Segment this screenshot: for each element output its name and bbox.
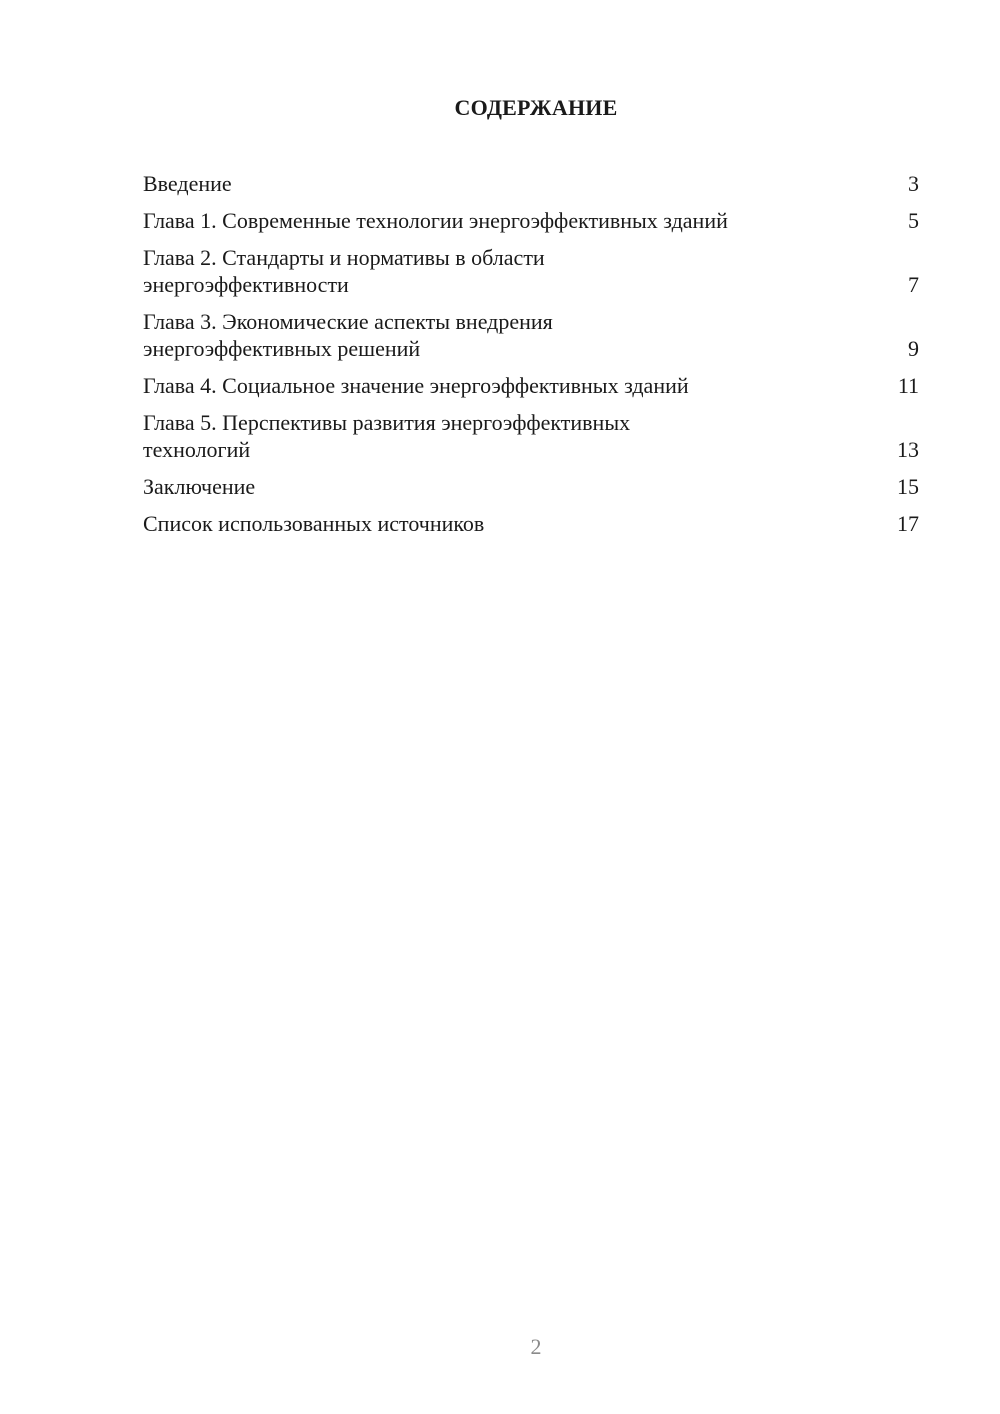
toc-entry-conclusion[interactable] (143, 473, 919, 500)
toc-entry-page: 11 (897, 373, 919, 398)
toc-entry-label: Список использованных источников (143, 511, 485, 536)
page-number: 2 (530, 1334, 542, 1359)
toc-entry-page: 9 (908, 336, 919, 361)
toc-entry-page: 13 (897, 437, 919, 462)
toc-entry-page: 5 (908, 208, 919, 233)
toc-title: СОДЕРЖАНИЕ (454, 95, 618, 120)
toc-entry-chapter-5[interactable] (143, 409, 919, 463)
toc-entry-introduction[interactable] (143, 170, 919, 197)
toc-entry-page: 15 (897, 474, 919, 499)
table-of-contents (143, 170, 919, 547)
toc-entry-page: 17 (897, 511, 919, 536)
toc-entry-label: Глава 4. Социальное значение энергоэффективных зданий (143, 373, 689, 398)
toc-entry-label: Глава 2. Стандарты и нормативы в области энергоэффективности (143, 245, 545, 297)
toc-entry-page: 7 (908, 272, 919, 297)
toc-entry-page: 3 (908, 171, 919, 196)
toc-entry-chapter-2[interactable] (143, 244, 919, 298)
toc-entry-chapter-3[interactable] (143, 308, 919, 362)
toc-entry-chapter-4[interactable] (143, 372, 919, 399)
toc-entry-label: Глава 3. Экономические аспекты внедрения энергоэффективных решений (143, 309, 553, 361)
toc-entry-chapter-1[interactable] (143, 207, 919, 234)
toc-entry-references[interactable] (143, 510, 919, 537)
toc-entry-label: Глава 1. Современные технологии энергоэффективных зданий (143, 208, 728, 233)
toc-entry-label: Глава 5. Перспективы развития энергоэффективных технологий (143, 410, 631, 462)
toc-entry-label: Введение (143, 171, 232, 196)
toc-entry-label: Заключение (143, 474, 256, 499)
